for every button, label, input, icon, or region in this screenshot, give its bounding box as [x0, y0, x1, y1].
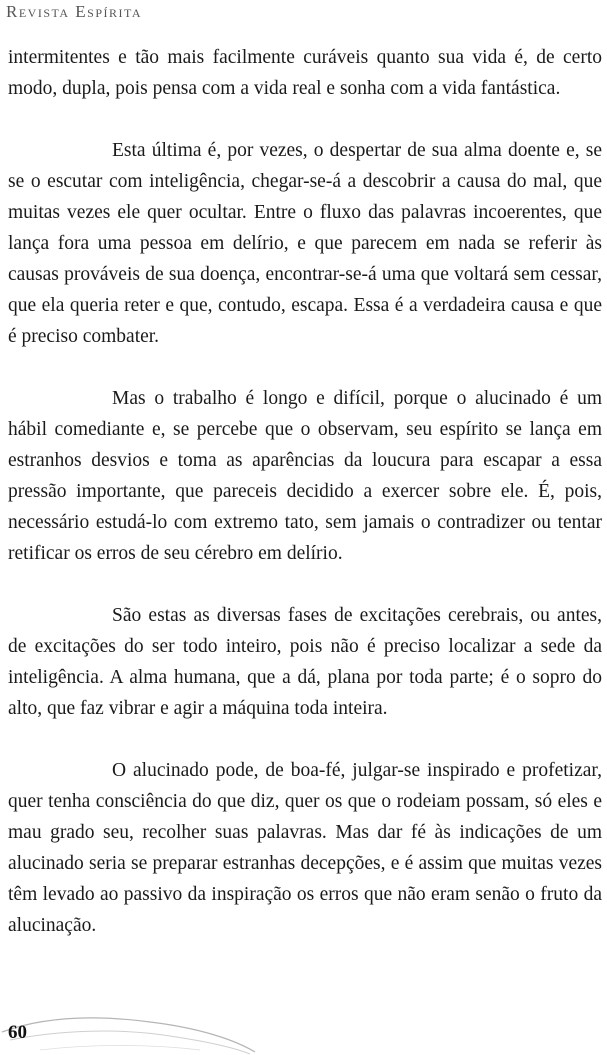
page-number: 60 — [8, 1022, 27, 1043]
paragraph: O alucinado pode, de boa-fé, julgar-se inspirado e profetizar, quer tenha consciência do que diz, quer os que o rodeiam possam, só eles e mau grado seu, recolher suas palavras. Mas dar fé às indicações de um alucinado seria se preparar estranhas decepções, e é assim que muitas vezes têm levado ao passivo da inspiração os erros que não eram senão o fruto da alucinação. — [8, 760, 602, 936]
page-body — [8, 42, 602, 972]
paragraph: Mas o trabalho é longo e difícil, porque o alucinado é um hábil comediante e, se percebe que o observam, seu espírito se lança em estranhos desvios e toma as aparências da loucura para escapar a essa pressão importante, que pareceis decidido a exercer sobre ele. É, pois, necessário estudá-lo com extremo tato, sem jamais o contradizer ou tentar retificar os erros de seu cérebro em delírio. — [8, 388, 602, 564]
paragraph: São estas as diversas fases de excitações cerebrais, ou antes, de excitações do ser todo inteiro, pois não é preciso localizar a sede da inteligência. A alma humana, que a dá, plana por toda parte; é o sopro do alto, que faz vibrar e agir a máquina toda inteira. — [8, 605, 602, 719]
paragraph: intermitentes e tão mais facilmente curáveis quanto sua vida é, de certo modo, dupla, pois pensa com a vida real e sonha com a vida fantástica. — [8, 47, 602, 99]
running-header: Revista Espírita — [6, 2, 143, 21]
decorative-swirl-icon — [0, 1010, 260, 1055]
paragraph: Esta última é, por vezes, o despertar de sua alma doente e, se se o escutar com inteligência, chegar-se-á a descobrir a causa do mal, que muitas vezes ele quer ocultar. Entre o fluxo das palavras incoerentes, que lança fora uma pessoa em delírio, e que parecem em nada se referir às causas prováveis de sua doença, encontrar-se-á uma que voltará sem cessar, que ela queria reter e que, contudo, escapa. Essa é a verdadeira causa e que é preciso combater. — [8, 140, 602, 347]
